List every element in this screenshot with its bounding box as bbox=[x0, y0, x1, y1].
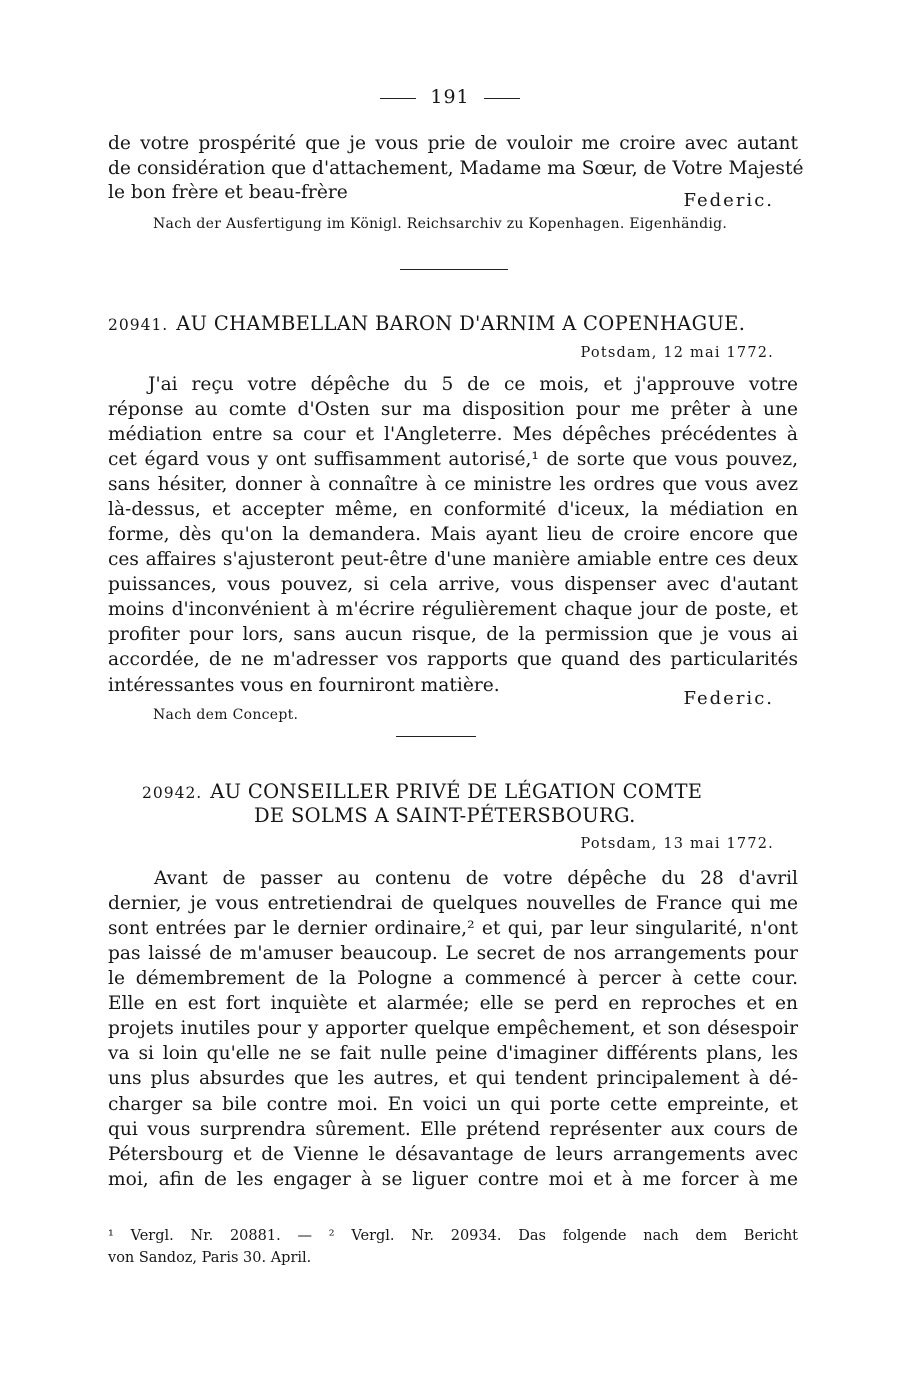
body-line: J'ai reçu votre dépêche du 5 de ce mois, et j'approuve votre bbox=[148, 374, 798, 395]
body-line: pas laissé de m'amuser beaucoup. Le secret de nos arrangements pour bbox=[108, 943, 798, 964]
body-line: ces affaires s'ajusteront peut-être d'une manière amiable entre ces deux bbox=[108, 549, 798, 570]
body-line: de considération que d'attachement, Madame ma Sœur, de Votre Majesté bbox=[108, 158, 804, 179]
letter-number: 20941. bbox=[108, 316, 169, 334]
body-line: là-dessus, et accepter même, en conformité d'iceux, la médiation en bbox=[108, 499, 798, 520]
header-dash-left bbox=[380, 98, 416, 99]
body-line: projets inutiles pour y apporter quelque empêchement, et son désespoir bbox=[108, 1018, 798, 1039]
letter-date: Potsdam, 13 mai 1772. bbox=[580, 836, 774, 852]
body-line: Pétersbourg et de Vienne le désavantage de leurs arrangements avec bbox=[108, 1144, 798, 1165]
body-line: le bon frère et beau-frère bbox=[108, 182, 348, 203]
letter-number: 20942. bbox=[142, 784, 203, 802]
body-line: sont entrées par le dernier ordinaire,² et qui, par leur singularité, n'ont bbox=[108, 918, 798, 939]
body-line: Elle en est fort inquiète et alarmée; elle se perd en reproches et en bbox=[108, 993, 798, 1014]
body-line: va si loin qu'elle ne se fait nulle peine d'imaginer différents plans, les bbox=[108, 1043, 798, 1064]
footnote-line: von Sandoz, Paris 30. April. bbox=[108, 1250, 312, 1266]
page-number: 191 bbox=[430, 86, 470, 108]
body-line: puissances, vous pouvez, si cela arrive, vous dispenser avec d'autant bbox=[108, 574, 798, 595]
body-line: profiter pour lors, sans aucun risque, de la permission que je vous ai bbox=[108, 624, 798, 645]
letter-title-continued: DE SOLMS A SAINT-PÉTERSBOURG. bbox=[254, 804, 636, 827]
header-dash-right bbox=[484, 98, 520, 99]
signature: Federic. bbox=[683, 190, 774, 211]
body-line: moi, afin de les engager à se liguer contre moi et à me forcer à me bbox=[108, 1169, 798, 1190]
body-line: uns plus absurdes que les autres, et qui tendent principalement à dé- bbox=[108, 1068, 798, 1089]
body-line: réponse au comte d'Osten sur ma disposition pour me prêter à une bbox=[108, 399, 798, 420]
section-divider bbox=[400, 269, 508, 270]
page-number-header bbox=[0, 86, 900, 108]
letter-title: AU CHAMBELLAN BARON D'ARNIM A COPENHAGUE. bbox=[176, 312, 746, 335]
body-line: charger sa bile contre moi. En voici un qui porte cette empreinte, et bbox=[108, 1094, 798, 1115]
source-note: Nach der Ausfertigung im Königl. Reichsarchiv zu Kopenhagen. Eigenhändig. bbox=[153, 216, 728, 232]
body-line: médiation entre sa cour et l'Angleterre. Mes dépêches précédentes à bbox=[108, 424, 798, 445]
source-note: Nach dem Concept. bbox=[153, 707, 299, 723]
body-line: forme, dès qu'on la demandera. Mais ayant lieu de croire encore que bbox=[108, 524, 798, 545]
body-line: intéressantes vous en fourniront matière. bbox=[108, 675, 500, 696]
letter-heading bbox=[108, 312, 745, 335]
body-line: qui vous surprendra sûrement. Elle prétend représenter aux cours de bbox=[108, 1119, 798, 1140]
body-line: Avant de passer au contenu de votre dépêche du 28 d'avril bbox=[154, 868, 798, 889]
body-line: moins d'inconvénient à m'écrire régulièrement chaque jour de poste, et bbox=[108, 599, 798, 620]
letter-title: AU CONSEILLER PRIVÉ DE LÉGATION COMTE bbox=[210, 780, 703, 803]
body-line: dernier, je vous entretiendrai de quelques nouvelles de France qui me bbox=[108, 893, 798, 914]
body-line: de votre prospérité que je vous prie de vouloir me croire avec autant bbox=[108, 133, 798, 154]
letter-heading bbox=[142, 780, 702, 803]
body-line: accordée, de ne m'adresser vos rapports que quand des particularités bbox=[108, 649, 798, 670]
footnote-line: ¹ Vergl. Nr. 20881. — ² Vergl. Nr. 20934. Das folgende nach dem Bericht bbox=[108, 1228, 798, 1244]
signature: Federic. bbox=[683, 688, 774, 709]
body-line: sans hésiter, donner à connaître à ce ministre les ordres que vous avez bbox=[108, 474, 798, 495]
body-line: le démembrement de la Pologne a commencé à percer à cette cour. bbox=[108, 968, 798, 989]
section-divider bbox=[396, 736, 476, 737]
body-line: cet égard vous y ont suffisamment autorisé,¹ de sorte que vous pouvez, bbox=[108, 449, 798, 470]
letter-date: Potsdam, 12 mai 1772. bbox=[580, 345, 774, 361]
